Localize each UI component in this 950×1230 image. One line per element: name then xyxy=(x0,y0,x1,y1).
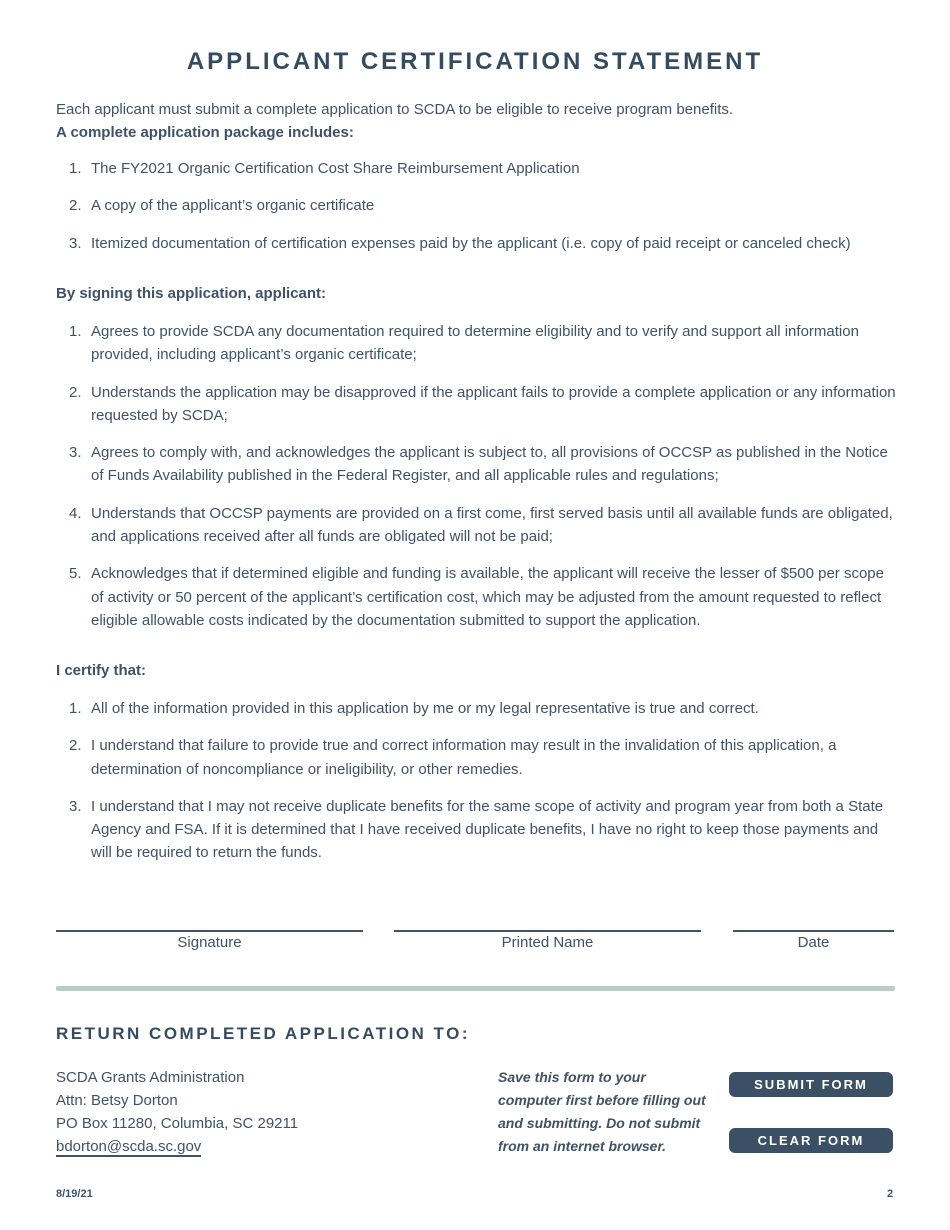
item-text: I understand that failure to provide true and correct information may result in the invalidation of this application, a determination of noncompliance or ineligibility, or other remedies. xyxy=(91,737,837,778)
item-number: 3. xyxy=(69,234,82,252)
section-divider xyxy=(56,986,895,991)
list-item xyxy=(56,795,896,865)
item-number: 2. xyxy=(69,737,82,755)
address-org: SCDA Grants Administration xyxy=(56,1069,245,1086)
signing-heading: By signing this application, applicant: xyxy=(56,285,327,302)
page-title: APPLICANT CERTIFICATION STATEMENT xyxy=(186,48,764,75)
item-number: 1. xyxy=(69,323,82,340)
certify-heading: I certify that: xyxy=(56,662,147,679)
item-number: 2. xyxy=(69,383,82,401)
note-line: and submitting. Do not submit xyxy=(498,1115,701,1131)
item-text: A copy of the applicant’s organic certificate xyxy=(91,197,375,215)
intro xyxy=(56,98,896,144)
address-street: PO Box 11280, Columbia, SC 29211 xyxy=(56,1115,299,1132)
clear-form-button[interactable]: CLEAR FORM xyxy=(729,1128,893,1153)
submit-form-button[interactable]: SUBMIT FORM xyxy=(729,1072,893,1097)
footer-date: 8/19/21 xyxy=(56,1188,93,1200)
return-address xyxy=(56,1066,298,1158)
list-item xyxy=(56,157,896,180)
list-item xyxy=(56,697,896,720)
list-item xyxy=(56,562,896,632)
list-item xyxy=(56,502,896,549)
item-text: Understands the application may be disapproved if the applicant fails to provide a complete application or any information requested by SCDA; xyxy=(91,383,896,424)
certify-list xyxy=(56,697,896,865)
address-attn: Attn: Betsy Dorton xyxy=(56,1092,178,1109)
note-line: computer first before filling out xyxy=(498,1092,706,1108)
signature-label: Signature xyxy=(177,934,242,951)
save-note xyxy=(498,1066,713,1158)
item-text: Agrees to provide SCDA any documentation required to determine eligibility and to verify and support all information provided, including applicant’s organic certificate; xyxy=(91,323,859,364)
signing-list xyxy=(56,320,896,632)
date-label: Date xyxy=(797,934,830,951)
item-number: 5. xyxy=(69,565,82,583)
list-item xyxy=(56,381,896,428)
list-item xyxy=(56,320,896,367)
return-heading: RETURN COMPLETED APPLICATION TO: xyxy=(56,1024,471,1043)
date-line[interactable] xyxy=(733,930,894,932)
printed-name-line[interactable] xyxy=(394,930,701,932)
item-number: 1. xyxy=(69,700,82,717)
printed-name-label: Printed Name xyxy=(501,934,594,951)
note-line: Save this form to your xyxy=(498,1069,646,1085)
item-number: 1. xyxy=(69,160,82,177)
item-text: Acknowledges that if determined eligible and funding is available, the applicant will receive the lesser of $500 per scope of activity or 50 percent of the applicant’s certification cost, which may be adjusted from the amount requested to reflect eligible allowable costs indicated by the documentation submitted to support the application. xyxy=(91,565,884,629)
item-number: 3. xyxy=(69,797,82,815)
list-item xyxy=(56,734,896,781)
intro-text: Each applicant must submit a complete application to SCDA to be eligible to receive program benefits. xyxy=(56,101,734,118)
item-text: Agrees to comply with, and acknowledges the applicant is subject to, all provisions of OCCSP as published in the Notice of Funds Availability published in the Federal Register, and all applicable rules and regulations; xyxy=(91,444,888,485)
list-item xyxy=(56,232,896,255)
package-heading: A complete application package includes: xyxy=(56,124,354,141)
item-text: Understands that OCCSP payments are provided on a first come, first served basis until all available funds are obligated, and applications received after all funds are obligated will not be paid; xyxy=(91,504,893,546)
package-list xyxy=(56,157,896,255)
signature-line[interactable] xyxy=(56,930,363,932)
item-text: All of the information provided in this application by me or my legal representative is true and correct. xyxy=(91,700,759,717)
list-item xyxy=(56,441,896,488)
item-number: 2. xyxy=(69,197,82,215)
item-text: Itemized documentation of certification expenses paid by the applicant (i.e. copy of paid receipt or canceled check) xyxy=(91,234,851,252)
page-number: 2 xyxy=(887,1188,894,1200)
item-text: I understand that I may not receive duplicate benefits for the same scope of activity and program year from both a State Agency and FSA. If it is determined that I have received duplicate benefits, I have no right to keep those payments and will be required to return the funds. xyxy=(91,797,884,862)
item-text: The FY2021 Organic Certification Cost Share Reimbursement Application xyxy=(91,160,580,177)
list-item xyxy=(56,194,896,217)
item-number: 3. xyxy=(69,444,82,462)
item-number: 4. xyxy=(69,504,82,522)
email-link[interactable]: bdorton@scda.sc.gov xyxy=(56,1138,202,1155)
note-line: from an internet browser. xyxy=(498,1138,667,1154)
